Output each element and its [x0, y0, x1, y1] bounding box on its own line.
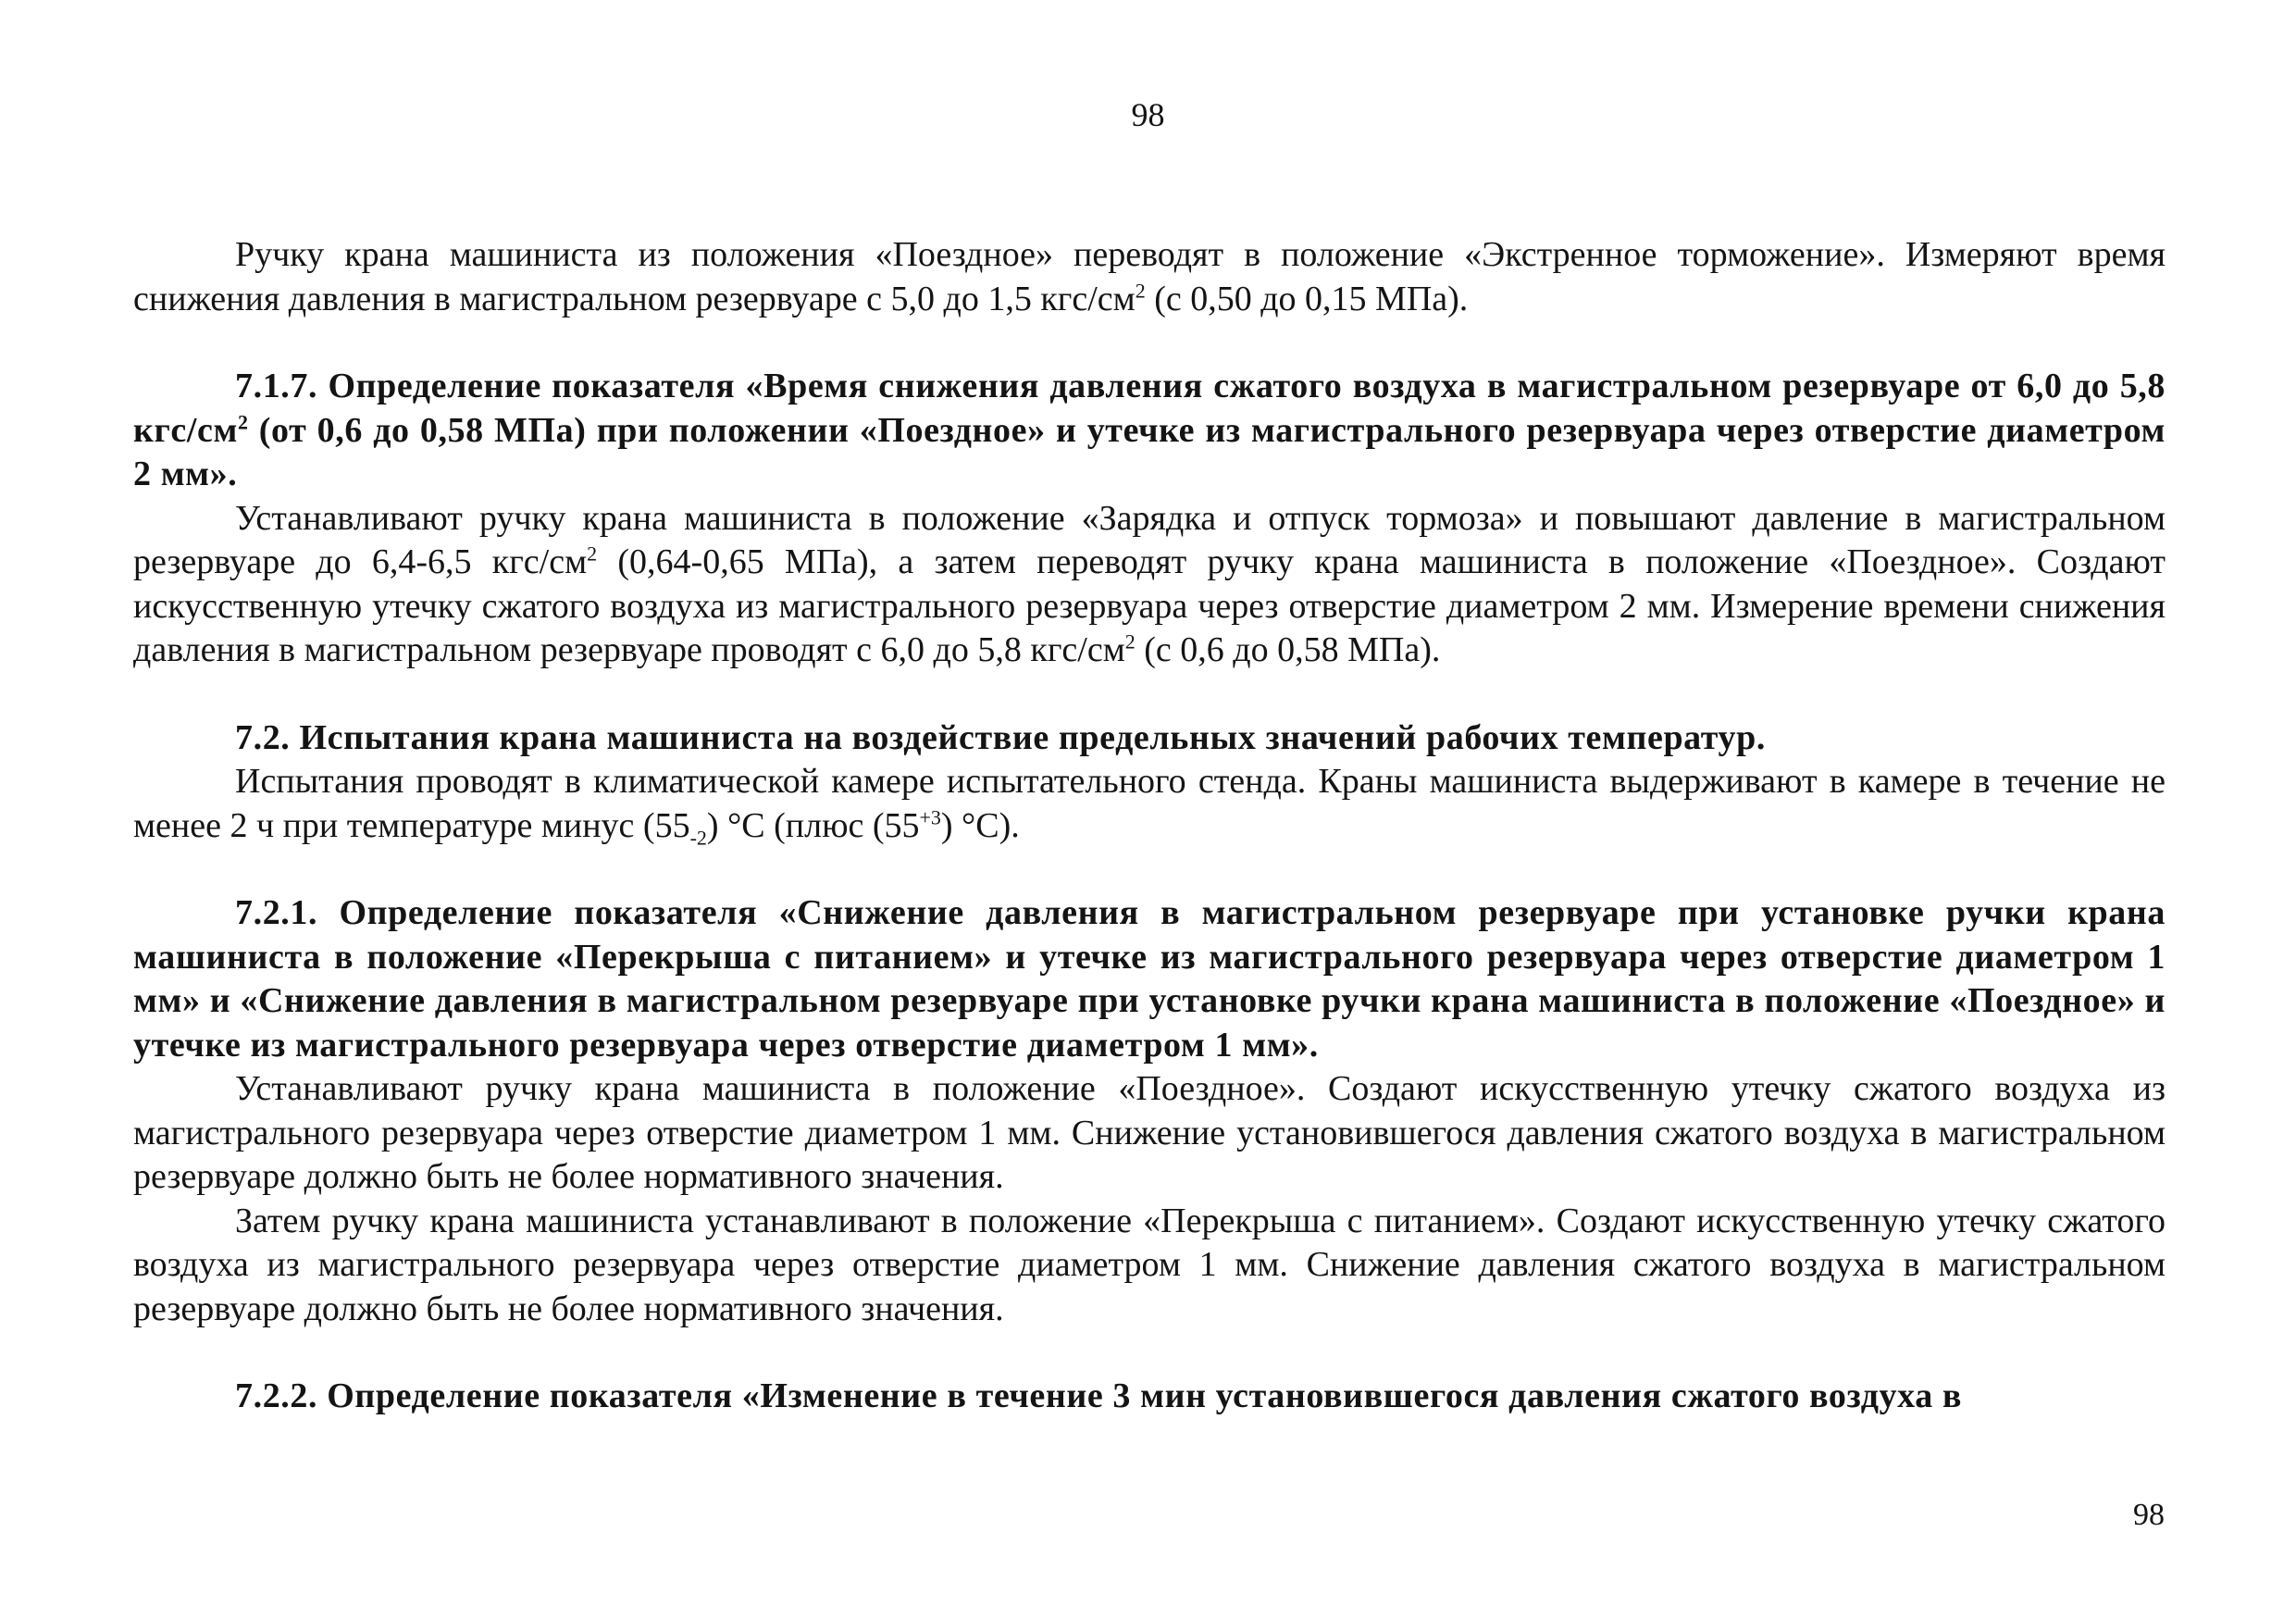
section-heading-7-2-1: 7.2.1. Определение показателя «Снижение давления в магистральном резервуаре при установке ручки крана машиниста в положение «Перекрыша с питанием» и утечке из магистрального резервуара через отверстие диаметром 1 мм» и «Снижение давления в магистральном резервуаре при установке ручки крана машиниста в положение «Поездное» и утечке из магистрального резервуара через отверстие диаметром 1 мм».: [133, 893, 2166, 1065]
section-heading-7-2-2: 7.2.2. Определение показателя «Изменение в течение 3 мин установившегося давления сжатого воздуха в: [235, 1376, 1963, 1415]
document-body: [133, 233, 2166, 1419]
page-number-top: 98: [1131, 96, 1165, 133]
page-number-bottom: 98: [2133, 1498, 2165, 1532]
section-heading-7-1-7: 7.1.7. Определение показателя «Время снижения давления сжатого воздуха в магистральном резервуаре от 6,0 до 5,8 кгс/$см^2$ (от 0,6 до 0,58 МПа) при положении «Поездное» и утечке из магистрального резервуара через отверстие диаметром 2 мм».: [133, 367, 2166, 493]
paragraph-7-2-1-train-position: Устанавливают ручку крана машиниста в положение «Поездное». Создают искусственную утечку сжатого воздуха из магистрального резервуара через отверстие диаметром 1 мм. Снижение установившегося давления сжатого воздуха в магистральном резервуаре должно быть не более нормативного значения.: [133, 1069, 2166, 1196]
paragraph-emergency-braking: Ручку крана машиниста из положения «Поездное» переводят в положение «Экстренное торможение». Измеряют время снижения давления в магистральном резервуаре с 5,0 до 1,5 кгс/$см^2$ (с 0,50 до 0,15 МПа).: [133, 235, 2166, 318]
paragraph-7-1-7-procedure: Устанавливают ручку крана машиниста в положение «Зарядка и отпуск тормоза» и повышают давление в магистральном резервуаре до 6,4-6,5 кгс/$см^2$ (0,64-0,65 МПа), а затем переводят ручку крана машиниста в положение «Поездное». Создают искусственную утечку сжатого воздуха из магистрального резервуара через отверстие диаметром 2 мм. Измерение времени снижения давления в магистральном резервуаре проводят с 6,0 до 5,8 кгс/$см^2$ (с 0,6 до 0,58 МПа).: [133, 498, 2166, 669]
paragraph-7-2-procedure: Испытания проводят в климатической камере испытательного стенда. Краны машиниста выдерживают в камере в течение не менее 2 ч при температуре минус $(55_{-2})$ °С (плюс $(55^{+3})$ °С).: [133, 762, 2166, 850]
section-heading-7-2: 7.2. Испытания крана машиниста на воздействие предельных значений рабочих температур.: [235, 717, 1766, 757]
paragraph-7-2-1-overlap-position: Затем ручку крана машиниста устанавливают в положение «Перекрыша с питанием». Создают искусственную утечку сжатого воздуха из магистрального резервуара через отверстие диаметром 1 мм. Снижение давления сжатого воздуха в магистральном резервуаре должно быть не более нормативного значения.: [133, 1201, 2166, 1328]
